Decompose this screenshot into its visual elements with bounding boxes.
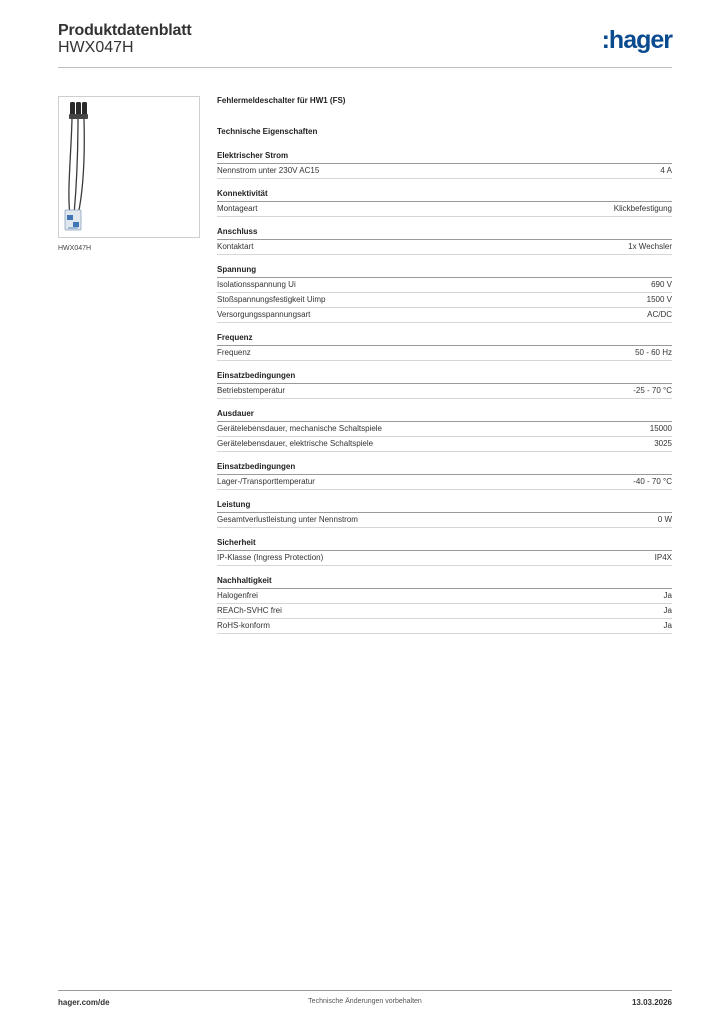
spec-group-title: Anschluss [217, 227, 672, 240]
footer-date: 13.03.2026 [631, 998, 672, 1007]
spec-label: RoHS-konform [217, 621, 270, 630]
spec-row [217, 589, 672, 604]
spec-group [217, 462, 672, 490]
footer-notice: Technische Änderungen vorbehalten [308, 998, 422, 1005]
product-name: Fehlermeldeschalter für HW1 (FS) [217, 96, 346, 105]
spec-label: Gerätelebensdauer, mechanische Schaltspiele [217, 424, 382, 433]
spec-group [217, 227, 672, 255]
spec-group [217, 538, 672, 566]
spec-row [217, 202, 672, 217]
section-title: Technische Eigenschaften [217, 127, 318, 136]
spec-label: Gerätelebensdauer, elektrische Schaltspiele [217, 439, 374, 448]
spec-row [217, 513, 672, 528]
document-title: Produktdatenblatt [58, 22, 192, 39]
spec-group-title: Ausdauer [217, 409, 672, 422]
spec-group [217, 189, 672, 217]
spec-value: -25 - 70 °C [633, 386, 672, 395]
spec-group-title: Frequenz [217, 333, 672, 346]
page-footer [58, 990, 672, 1014]
spec-value: 690 V [651, 280, 672, 289]
spec-value: Ja [663, 606, 672, 615]
spec-label: Halogenfrei [217, 591, 258, 600]
spec-label: Lager-/Transporttemperatur [217, 477, 315, 486]
page-header [58, 20, 672, 68]
spec-value: 15000 [649, 424, 672, 433]
spec-label: REACh-SVHC frei [217, 606, 282, 615]
spec-value: -40 - 70 °C [633, 477, 672, 486]
spec-value: 50 - 60 Hz [635, 348, 672, 357]
spec-row [217, 308, 672, 323]
spec-content [217, 96, 672, 634]
spec-label: Montageart [217, 204, 258, 213]
spec-group-title: Elektrischer Strom [217, 151, 672, 164]
spec-group [217, 409, 672, 452]
spec-label: Kontaktart [217, 242, 254, 251]
spec-value: 1500 V [646, 295, 672, 304]
spec-value: 3025 [654, 439, 672, 448]
spec-group-title: Nachhaltigkeit [217, 576, 672, 589]
spec-label: Frequenz [217, 348, 251, 357]
spec-value: AC/DC [647, 310, 672, 319]
footer-website-link[interactable]: hager.com/de [58, 998, 110, 1007]
spec-value: Ja [663, 591, 672, 600]
spec-row [217, 293, 672, 308]
spec-group-title: Leistung [217, 500, 672, 513]
spec-label: Isolationsspannung Ui [217, 280, 296, 289]
product-image [58, 96, 200, 238]
spec-group [217, 576, 672, 634]
spec-group-title: Spannung [217, 265, 672, 278]
spec-row [217, 551, 672, 566]
spec-group-title: Konnektivität [217, 189, 672, 202]
spec-row [217, 604, 672, 619]
spec-label: Nennstrom unter 230V AC15 [217, 166, 320, 175]
spec-row [217, 164, 672, 179]
image-caption: HWX047H [58, 245, 92, 252]
spec-row [217, 475, 672, 490]
spec-row [217, 278, 672, 293]
spec-label: Gesamtverlustleistung unter Nennstrom [217, 515, 358, 524]
spec-value: IP4X [654, 553, 672, 562]
spec-group-title: Sicherheit [217, 538, 672, 551]
spec-row [217, 437, 672, 452]
product-illustration-icon [59, 97, 199, 237]
spec-group [217, 265, 672, 323]
spec-group [217, 371, 672, 399]
spec-row [217, 240, 672, 255]
spec-value: Ja [663, 621, 672, 630]
spec-label: Versorgungsspannungsart [217, 310, 311, 319]
spec-groups [217, 151, 672, 634]
spec-row [217, 422, 672, 437]
spec-row [217, 346, 672, 361]
spec-label: Stoßspannungsfestigkeit Uimp [217, 295, 326, 304]
spec-group-title: Einsatzbedingungen [217, 462, 672, 475]
spec-group [217, 333, 672, 361]
product-code: HWX047H [58, 39, 134, 56]
spec-value: 1x Wechsler [628, 242, 672, 251]
spec-label: Betriebstemperatur [217, 386, 286, 395]
spec-value: Klickbefestigung [613, 204, 672, 213]
spec-value: 0 W [657, 515, 672, 524]
spec-value: 4 A [660, 166, 672, 175]
spec-row [217, 384, 672, 399]
hager-logo: :hager [601, 26, 672, 54]
spec-group [217, 500, 672, 528]
spec-label: IP-Klasse (Ingress Protection) [217, 553, 324, 562]
spec-group-title: Einsatzbedingungen [217, 371, 672, 384]
spec-row [217, 619, 672, 634]
spec-group [217, 151, 672, 179]
